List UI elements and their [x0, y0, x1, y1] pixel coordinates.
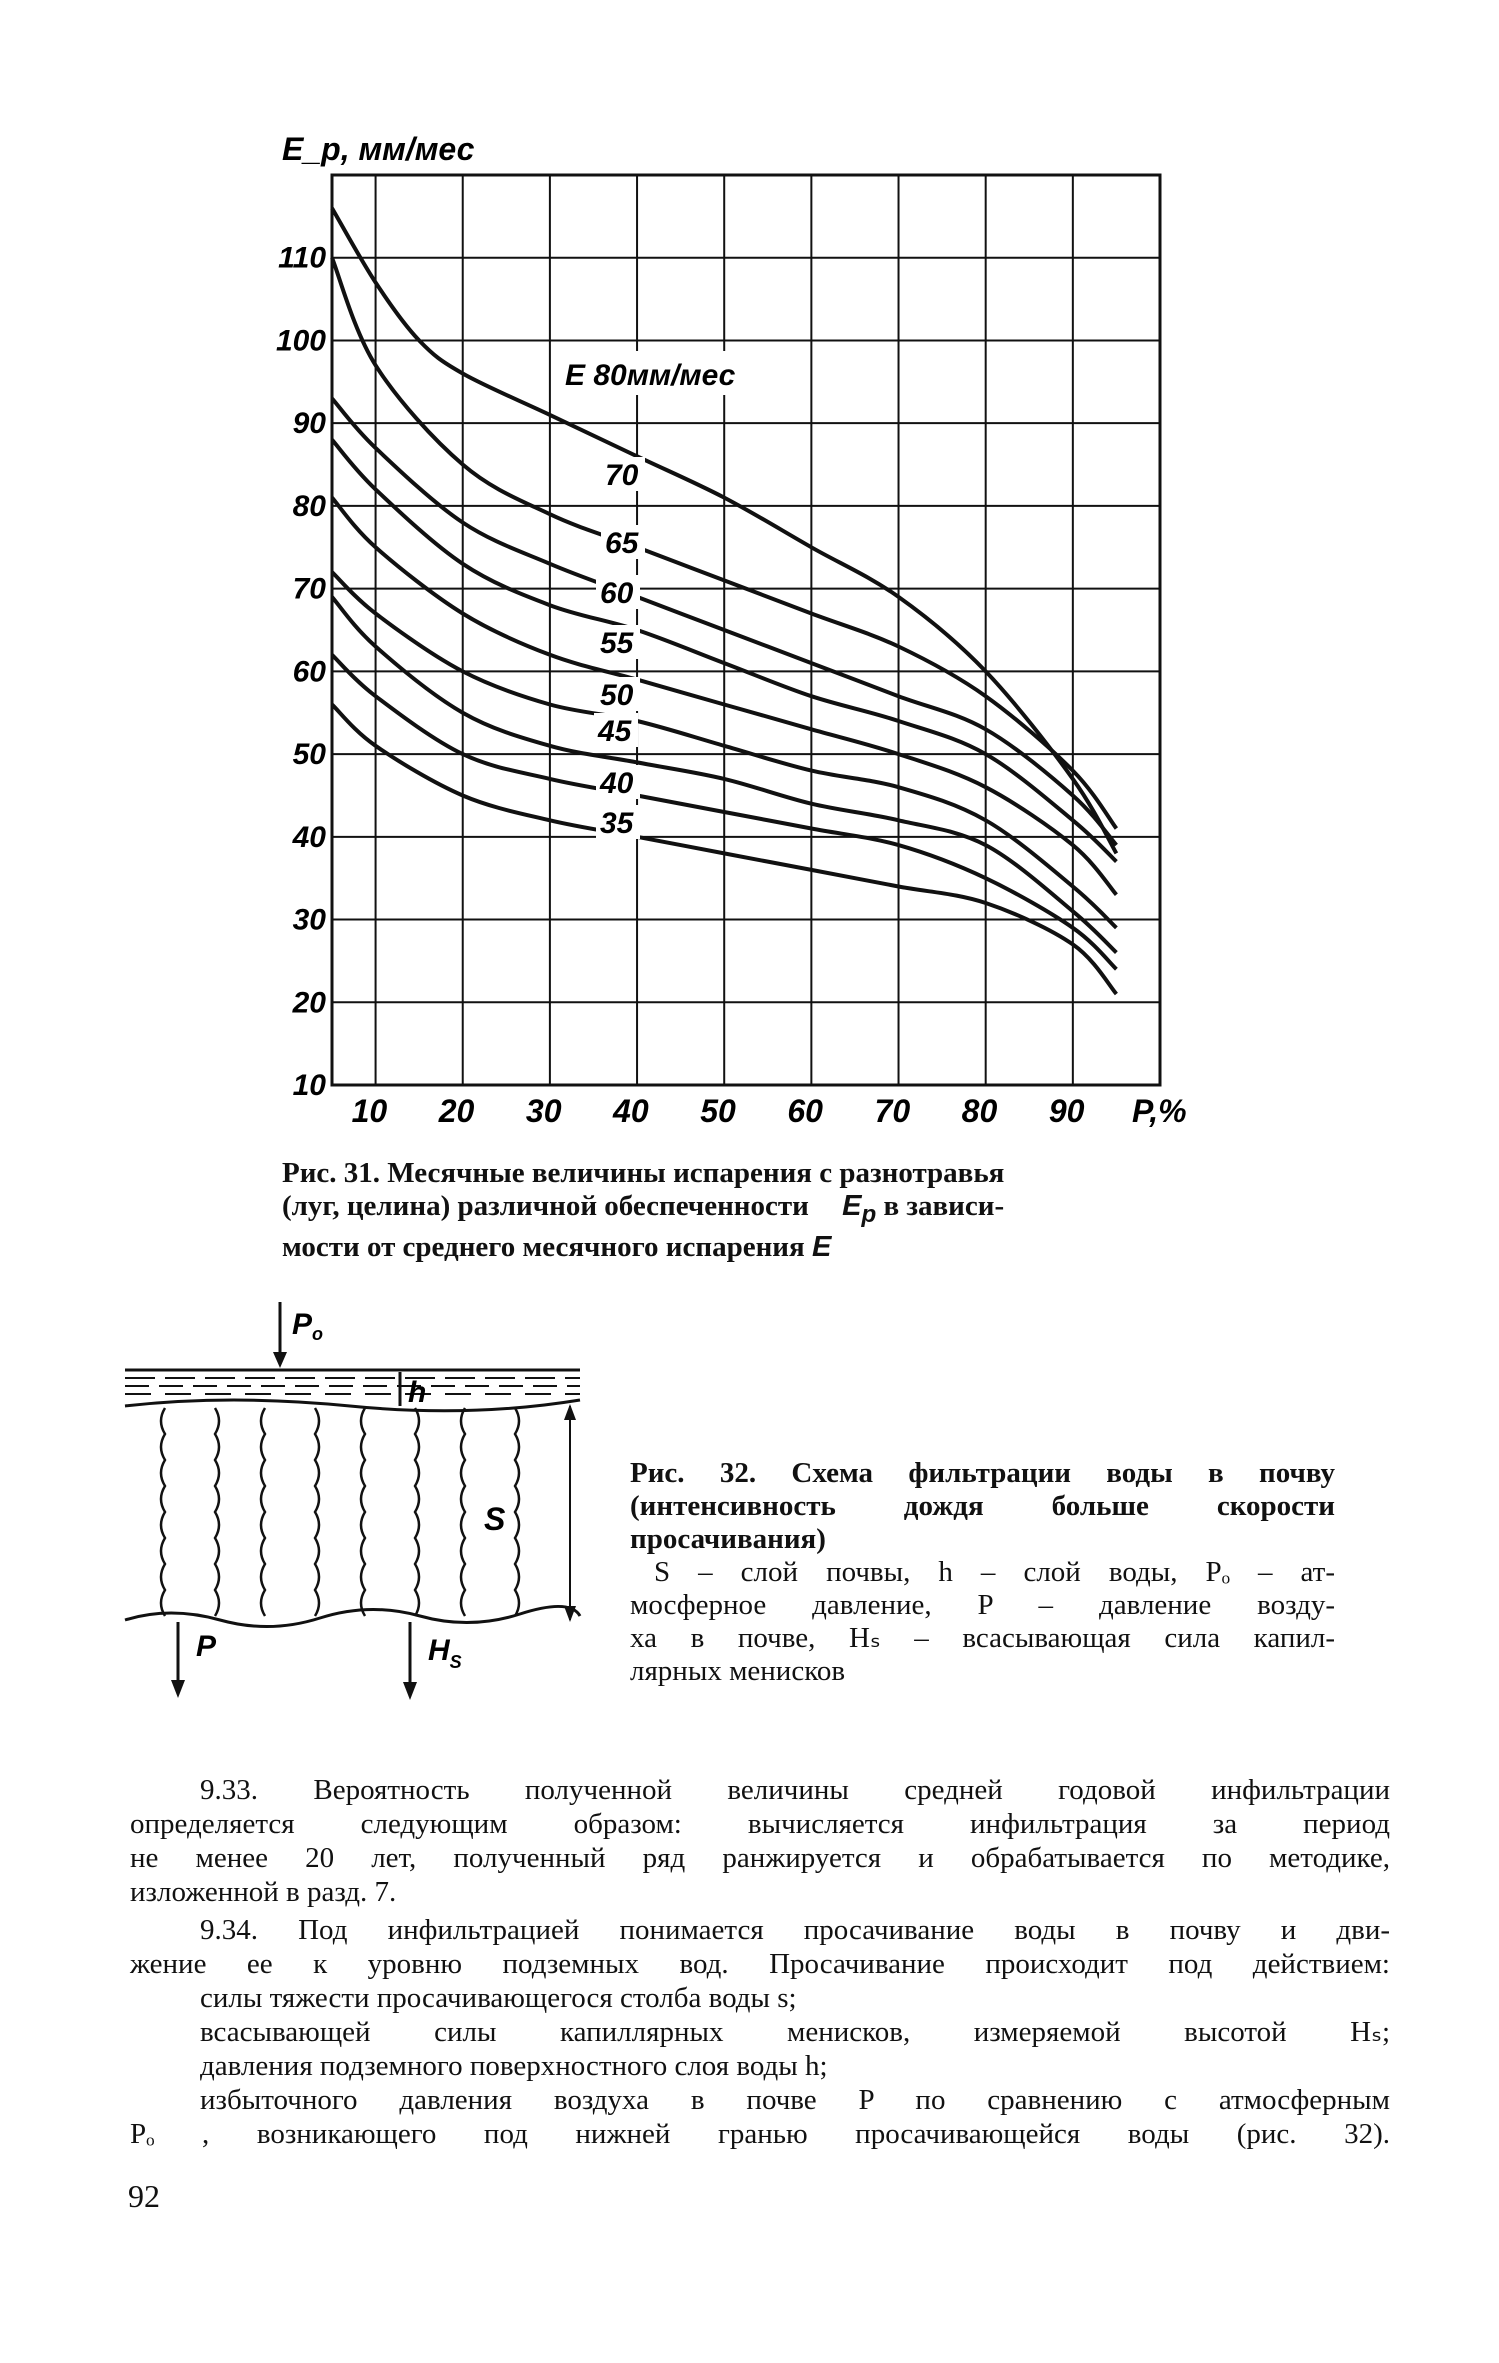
p933-line1: 9.33. Вероятность полученной величины средней годовой инфильтрации — [200, 1774, 1390, 1806]
curve-label-60: 60 — [600, 577, 634, 610]
caption31-line3-text: мости от среднего месячного испарения — [282, 1230, 805, 1263]
y-axis-label: E_p, мм/мес — [282, 131, 475, 167]
p933-line3: не менее 20 лет, полученный ряд ранжируется и обрабатывается по методике, — [130, 1842, 1390, 1874]
y-tick-labels — [276, 242, 326, 1102]
soil-bottom-line — [125, 1606, 580, 1626]
caption32-line6: ха в почве, Hₛ – всасывающая сила капил- — [630, 1622, 1335, 1654]
x-tick-30: 30 — [525, 1093, 562, 1129]
paragraph-9-34 — [130, 1913, 1390, 2151]
soil-column-line — [315, 1408, 319, 1616]
y-tick-60: 60 — [292, 655, 326, 689]
y-tick-100: 100 — [275, 324, 326, 358]
caption32-line5: мосферное давление, P – давление возду- — [630, 1589, 1335, 1621]
caption31-symbol-e2: E — [811, 1230, 832, 1263]
caption31-line2 — [282, 1190, 1182, 1231]
y-tick-90: 90 — [292, 407, 326, 441]
soil-column-line — [161, 1408, 165, 1616]
x-tick-40: 40 — [613, 1093, 649, 1129]
x-tick-70: 70 — [874, 1093, 911, 1129]
x-tick-80: 80 — [961, 1093, 998, 1129]
plot-frame — [332, 175, 1160, 1085]
soil-column-line — [261, 1408, 265, 1616]
curve-label-35: 35 — [600, 807, 634, 840]
soil-top-line — [125, 1400, 580, 1411]
p934-line5: давления подземного поверхностного слоя воды h; — [200, 2050, 828, 2082]
chart-grid — [332, 175, 1160, 1085]
curve-label-E 80мм/мес: E 80мм/мес — [565, 359, 736, 392]
s-arrow-top — [564, 1404, 576, 1420]
caption31-line2-text: (луг, целина) различной обеспеченности — [282, 1190, 809, 1222]
paragraph-9-33 — [130, 1773, 1390, 1909]
y-tick-80: 80 — [292, 489, 326, 523]
x-tick-60: 60 — [787, 1093, 823, 1129]
caption32-line4: S – слой почвы, h – слой воды, Pₒ – ат- — [654, 1556, 1335, 1588]
h-label: h — [408, 1376, 427, 1409]
y-tick-30: 30 — [292, 903, 326, 937]
caption31-symbol-sub: p — [861, 1200, 877, 1228]
s-label: S — [484, 1501, 506, 1537]
x-tick-labels — [352, 1093, 1085, 1129]
caption31-line3 — [282, 1231, 1182, 1264]
evaporation-chart — [0, 0, 1499, 1150]
x-tick-10: 10 — [351, 1093, 388, 1129]
curve-label-50: 50 — [600, 679, 634, 712]
soil-column-line — [415, 1408, 419, 1616]
curve-label-70: 70 — [605, 459, 639, 492]
soil-columns — [161, 1408, 519, 1616]
x-tick-20: 20 — [438, 1093, 475, 1129]
filtration-diagram — [110, 1290, 590, 1710]
p934-line3: силы тяжести просачивающегося столба воды s; — [200, 1982, 797, 2014]
soil-column-line — [215, 1408, 219, 1616]
soil-column-line — [515, 1408, 519, 1616]
x-axis-label: P,% — [1132, 1093, 1187, 1129]
po-label: $P_o$ — [292, 1308, 324, 1344]
y-tick-110: 110 — [278, 241, 326, 275]
caption32-line3: просачивания) — [630, 1523, 826, 1555]
y-tick-20: 20 — [292, 986, 326, 1020]
y-tick-70: 70 — [292, 572, 326, 606]
s-arrow-bottom — [564, 1606, 576, 1622]
po-arrowhead — [273, 1352, 287, 1368]
caption32-line1: Рис. 32. Схема фильтрации воды в почву — [630, 1457, 1335, 1489]
caption32-line7: лярных менисков — [630, 1655, 846, 1687]
p934-line1: 9.34. Под инфильтрацией понимается просачивание воды в почву и дви- — [200, 1914, 1390, 1946]
figure-31-caption — [282, 1157, 1182, 1264]
soil-column-line — [461, 1408, 465, 1616]
p933-line2: определяется следующим образом: вычисляется инфильтрация за период — [130, 1808, 1390, 1840]
p-label: P — [196, 1630, 217, 1663]
p933-line4: изложенной в разд. 7. — [130, 1876, 397, 1908]
p934-line6: избыточного давления воздуха в почве P по сравнению с атмосферным — [200, 2084, 1390, 2116]
caption31-line1: Рис. 31. Месячные величины испарения с разнотравья — [282, 1157, 1005, 1189]
hs-label: $H_S$ — [428, 1634, 462, 1672]
y-tick-50: 50 — [292, 738, 326, 772]
curve-label-65: 65 — [605, 527, 639, 560]
x-tick-50: 50 — [700, 1093, 736, 1129]
curve-label-55: 55 — [600, 627, 634, 660]
page-number: 92 — [128, 2178, 160, 2214]
soil-column-line — [361, 1408, 365, 1616]
p934-line7: Pₒ , возникающего под нижней гранью просачивающейся воды (рис. 32). — [130, 2118, 1390, 2150]
curve-label-45: 45 — [598, 715, 632, 748]
y-tick-40: 40 — [292, 820, 326, 854]
y-tick-10: 10 — [292, 1069, 326, 1102]
caption31-symbol-e: E — [842, 1190, 862, 1222]
figure-32-caption — [630, 1457, 1335, 1688]
x-tick-90: 90 — [1048, 1093, 1085, 1129]
caption31-line2b: в зависи- — [876, 1190, 1005, 1222]
caption32-line2: (интенсивность дождя больше скорости — [630, 1490, 1335, 1522]
hs-arrowhead — [403, 1682, 417, 1700]
p-arrowhead — [171, 1680, 185, 1698]
caption31-symbol-ep — [842, 1190, 877, 1228]
p934-line2: жение ее к уровню подземных вод. Просачивание происходит под действием: — [130, 1948, 1390, 1980]
p934-line4: всасывающей силы капиллярных менисков, измеряемой высотой Hₛ; — [200, 2016, 1390, 2048]
curve-label-40: 40 — [600, 767, 634, 800]
